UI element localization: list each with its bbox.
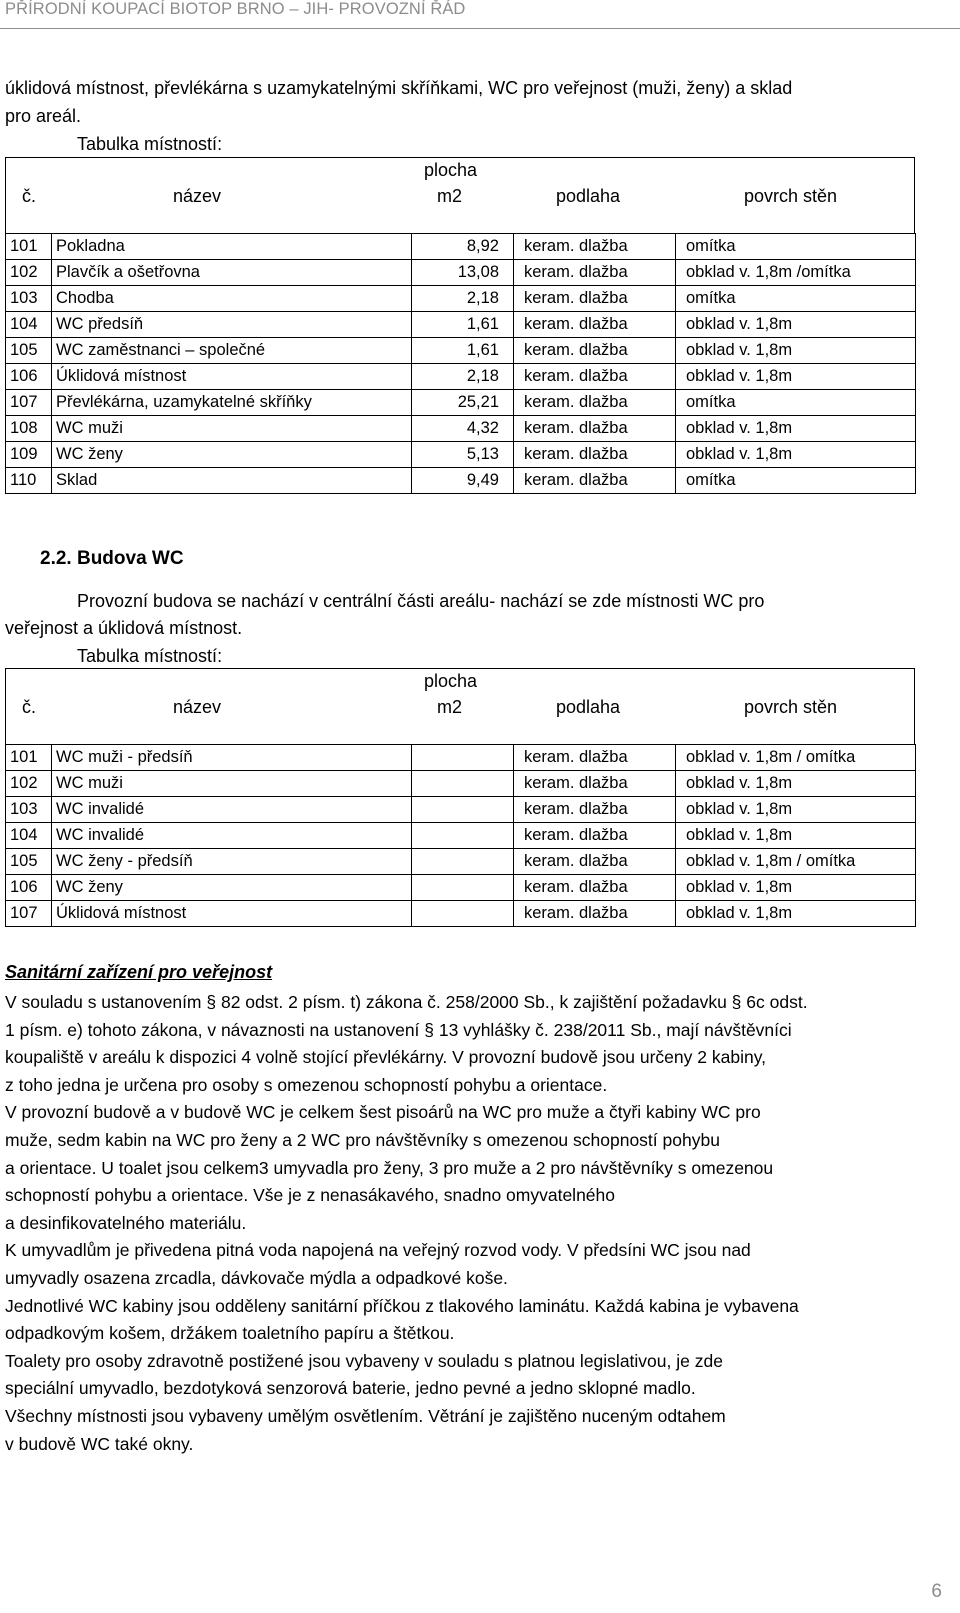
table2-caption: Tabulka místností:	[77, 646, 223, 666]
room-name: WC ženy	[52, 875, 412, 901]
room-floor: keram. dlažba	[514, 849, 676, 875]
intro-line-2: pro areál.	[5, 106, 82, 126]
table1-header-name: název	[173, 186, 222, 206]
room-name: WC invalidé	[52, 797, 412, 823]
room-name: Plavčík a ošetřovna	[52, 260, 412, 286]
room-wall: obklad v. 1,8m	[676, 416, 916, 442]
sanitary-text-line: Jednotlivé WC kabiny jsou odděleny sanitární příčkou z tlakového laminátu. Každá kabina je vybavena	[5, 1295, 799, 1316]
table-row	[6, 849, 916, 875]
room-area: 1,61	[412, 338, 514, 364]
sanitary-text-line: schopností pohybu a orientace. Vše je z nenasákavého, snadno omyvatelného	[5, 1185, 615, 1206]
section2-para-line-1: Provozní budova se nachází v centrální části areálu- nachází se zde místnosti WC pro	[77, 591, 765, 611]
table2-header-num: č.	[22, 697, 37, 717]
table-row	[6, 745, 916, 771]
room-number: 104	[6, 312, 52, 338]
table1-header-floor: podlaha	[556, 186, 621, 206]
sanitary-text-line: K umyvadlům je přivedena pitná voda napojená na veřejný rozvod vody. V předsíni WC jsou nad	[5, 1240, 751, 1261]
room-area: 2,18	[412, 286, 514, 312]
table-row	[6, 390, 916, 416]
room-area: 2,18	[412, 364, 514, 390]
room-area: 13,08	[412, 260, 514, 286]
sanitary-text-line: Všechny místnosti jsou vybaveny umělým osvětlením. Větrání je zajištěno nuceným odtahem	[5, 1406, 726, 1426]
sanitary-text-line: a orientace. U toalet jsou celkem3 umyvadla pro ženy, 3 pro muže a 2 pro návštěvníky s omezenou	[5, 1157, 774, 1178]
table1-header-area-1: plocha	[424, 160, 478, 180]
room-area	[412, 875, 514, 901]
room-wall: obklad v. 1,8m	[676, 901, 916, 927]
room-number: 102	[6, 771, 52, 797]
room-floor: keram. dlažba	[514, 312, 676, 338]
room-wall: obklad v. 1,8m	[676, 771, 916, 797]
sanitary-text-line: muže, sedm kabin na WC pro ženy a 2 WC pro návštěvníky s omezenou schopností pohybu	[5, 1130, 720, 1150]
table1-header-num: č.	[22, 186, 37, 206]
sanitary-text-line: koupaliště v areálu k dispozici 4 volně stojící převlékárny. V provozní budově jsou určeny 2 kabiny,	[5, 1047, 767, 1068]
room-wall: obklad v. 1,8m /omítka	[676, 260, 916, 286]
page-header	[0, 0, 960, 30]
table-row	[6, 286, 916, 312]
table-row	[6, 364, 916, 390]
table1-header-wall: povrch stěn	[744, 186, 838, 206]
room-wall: obklad v. 1,8m	[676, 797, 916, 823]
sanitary-text-line: Toalety pro osoby zdravotně postižené jsou vybaveny v souladu s platnou legislativou, je zde	[5, 1350, 723, 1371]
room-wall: obklad v. 1,8m	[676, 823, 916, 849]
rooms-table-1	[5, 233, 916, 494]
room-name: Chodba	[52, 286, 412, 312]
room-number: 106	[6, 875, 52, 901]
room-name: WC muži	[52, 771, 412, 797]
table2-header	[5, 668, 915, 723]
sanitary-text-line: 1 písm. e) tohoto zákona, v návaznosti na ustanovení § 13 vyhlášky č. 238/2011 Sb., mají návštěvníci	[5, 1019, 792, 1040]
room-wall: obklad v. 1,8m	[676, 312, 916, 338]
room-wall: obklad v. 1,8m / omítka	[676, 745, 916, 771]
room-area	[412, 771, 514, 797]
table-row	[6, 771, 916, 797]
sanitary-text-line: odpadkovým košem, držákem toaletního papíru a štětkou.	[5, 1323, 455, 1344]
room-area: 25,21	[412, 390, 514, 416]
room-wall: omítka	[676, 468, 916, 494]
room-number: 101	[6, 234, 52, 260]
room-floor: keram. dlažba	[514, 901, 676, 927]
room-wall: omítka	[676, 286, 916, 312]
table-row	[6, 234, 916, 260]
table1-header	[5, 157, 915, 212]
room-number: 107	[6, 901, 52, 927]
room-number: 104	[6, 823, 52, 849]
room-wall: obklad v. 1,8m	[676, 364, 916, 390]
table-row	[6, 468, 916, 494]
room-floor: keram. dlažba	[514, 416, 676, 442]
room-floor: keram. dlažba	[514, 771, 676, 797]
table2-header-name: název	[173, 697, 222, 717]
room-name: Úklidová místnost	[52, 364, 412, 390]
room-area: 4,32	[412, 416, 514, 442]
room-number: 105	[6, 849, 52, 875]
room-name: WC zaměstnanci – společné	[52, 338, 412, 364]
room-area	[412, 849, 514, 875]
header-divider	[0, 28, 960, 29]
room-number: 102	[6, 260, 52, 286]
table-row	[6, 338, 916, 364]
room-floor: keram. dlažba	[514, 442, 676, 468]
room-wall: obklad v. 1,8m	[676, 442, 916, 468]
room-floor: keram. dlažba	[514, 234, 676, 260]
room-name: Převlékárna, uzamykatelné skříňky	[52, 390, 412, 416]
table-row	[6, 312, 916, 338]
sanitary-text-line: z toho jedna je určena pro osoby s omezenou schopností pohybu a orientace.	[5, 1074, 608, 1095]
table2-header-area-1: plocha	[424, 671, 478, 691]
room-number: 106	[6, 364, 52, 390]
room-area: 8,92	[412, 234, 514, 260]
room-name: WC předsíň	[52, 312, 412, 338]
room-floor: keram. dlažba	[514, 390, 676, 416]
sanitary-title: Sanitární zařízení pro veřejnost	[5, 962, 273, 982]
room-number: 103	[6, 286, 52, 312]
room-wall: obklad v. 1,8m / omítka	[676, 849, 916, 875]
table1-caption: Tabulka místností:	[77, 134, 223, 154]
table2-header-gap	[5, 722, 915, 744]
intro-line-1: úklidová místnost, převlékárna s uzamykatelnými skříňkami, WC pro veřejnost (muži, ženy) a sklad	[5, 78, 793, 98]
table-row	[6, 416, 916, 442]
room-wall: obklad v. 1,8m	[676, 338, 916, 364]
section2-para-line-2: veřejnost a úklidová místnost.	[5, 618, 243, 638]
room-name: Pokladna	[52, 234, 412, 260]
room-number: 108	[6, 416, 52, 442]
table-row	[6, 797, 916, 823]
room-floor: keram. dlažba	[514, 823, 676, 849]
sanitary-text-line: speciální umyvadlo, bezdotyková senzorová baterie, jedno pevné a jedno sklopné madlo.	[5, 1378, 696, 1399]
room-floor: keram. dlažba	[514, 364, 676, 390]
room-floor: keram. dlažba	[514, 745, 676, 771]
room-area: 1,61	[412, 312, 514, 338]
room-name: Sklad	[52, 468, 412, 494]
table1-header-gap	[5, 211, 915, 233]
room-number: 109	[6, 442, 52, 468]
room-area	[412, 901, 514, 927]
room-area	[412, 823, 514, 849]
table2-header-wall: povrch stěn	[744, 697, 838, 717]
room-name: WC muži - předsíň	[52, 745, 412, 771]
room-floor: keram. dlažba	[514, 338, 676, 364]
room-name: WC ženy - předsíň	[52, 849, 412, 875]
header-title: PŘÍRODNÍ KOUPACÍ BIOTOP BRNO – JIH- PROVOZNÍ ŘÁD	[5, 0, 466, 18]
room-name: WC ženy	[52, 442, 412, 468]
room-number: 103	[6, 797, 52, 823]
room-number: 110	[6, 468, 52, 494]
room-floor: keram. dlažba	[514, 468, 676, 494]
room-wall: obklad v. 1,8m	[676, 875, 916, 901]
room-floor: keram. dlažba	[514, 260, 676, 286]
room-floor: keram. dlažba	[514, 286, 676, 312]
room-area	[412, 797, 514, 823]
room-area: 5,13	[412, 442, 514, 468]
table-row	[6, 823, 916, 849]
table2-header-floor: podlaha	[556, 697, 621, 717]
room-wall: omítka	[676, 234, 916, 260]
room-name: Úklidová místnost	[52, 901, 412, 927]
room-name: WC muži	[52, 416, 412, 442]
room-number: 105	[6, 338, 52, 364]
table-row	[6, 442, 916, 468]
room-number: 107	[6, 390, 52, 416]
table-row	[6, 901, 916, 927]
table1-header-area-2: m2	[437, 186, 463, 206]
room-floor: keram. dlažba	[514, 875, 676, 901]
sanitary-text-line: V souladu s ustanovením § 82 odst. 2 písm. t) zákona č. 258/2000 Sb., k zajištění požadavku § 6c odst.	[5, 992, 808, 1012]
sanitary-text-line: umyvadly osazena zrcadla, dávkovače mýdla a odpadkové koše.	[5, 1268, 508, 1288]
sanitary-text-line: V provozní budově a v budově WC je celkem šest pisoárů na WC pro muže a čtyři kabiny WC pro	[5, 1102, 761, 1123]
page-number: 6	[931, 1581, 942, 1602]
room-area	[412, 745, 514, 771]
room-wall: omítka	[676, 390, 916, 416]
room-area: 9,49	[412, 468, 514, 494]
sanitary-text-line: v budově WC také okny.	[5, 1433, 194, 1454]
room-number: 101	[6, 745, 52, 771]
rooms-table-2	[5, 744, 916, 927]
table-row	[6, 260, 916, 286]
sanitary-text-line: a desinfikovatelného materiálu.	[5, 1212, 247, 1233]
section-heading: 2.2. Budova WC	[40, 548, 184, 569]
table2-header-area-2: m2	[437, 697, 463, 717]
room-name: WC invalidé	[52, 823, 412, 849]
room-floor: keram. dlažba	[514, 797, 676, 823]
table-row	[6, 875, 916, 901]
